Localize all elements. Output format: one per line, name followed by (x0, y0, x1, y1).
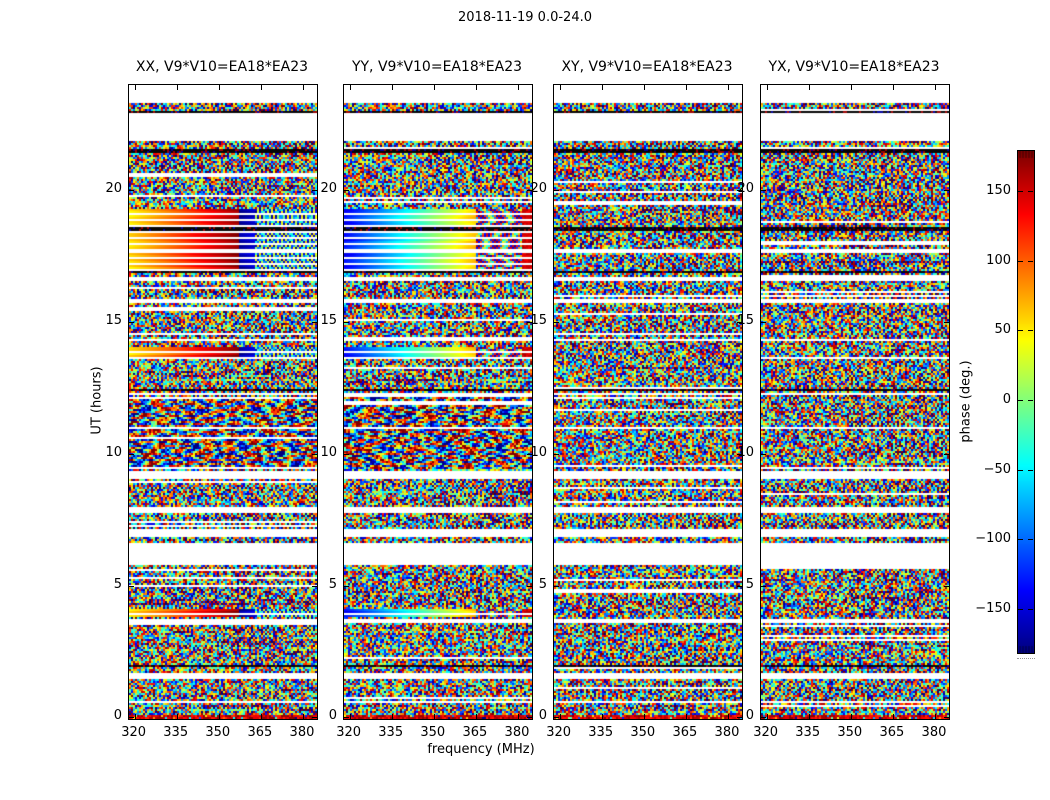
x-tick-mark (644, 85, 645, 90)
y-tick-mark (944, 717, 949, 718)
y-tick-label: 15 (105, 312, 122, 328)
x-tick-mark (434, 714, 435, 719)
subplot-YY (320, 59, 531, 740)
x-tick-mark (767, 714, 768, 719)
x-tick-mark (303, 85, 304, 90)
x-tick-mark (767, 85, 768, 90)
colorbar-gradient (1018, 151, 1034, 653)
x-tick-mark (935, 85, 936, 90)
y-tick-label: 0 (745, 708, 754, 723)
y-tick-label: 0 (538, 708, 547, 723)
axes-frame-YX (760, 84, 950, 720)
colorbar-tick-mark (1018, 539, 1023, 540)
x-tick-label: 365 (462, 725, 488, 740)
y-tick-mark (944, 322, 949, 323)
y-tick-label: 15 (530, 312, 547, 328)
y-tick-mark (129, 190, 134, 191)
colorbar-dotted-line (1017, 658, 1035, 659)
heatmap-canvas-XX (129, 85, 317, 719)
x-tick-label: 320 (336, 725, 362, 740)
x-tick-mark (219, 85, 220, 90)
colorbar-tick-mark (1018, 330, 1023, 331)
x-tick-mark (350, 714, 351, 719)
x-tick-label: 365 (879, 725, 905, 740)
y-tick-mark (944, 190, 949, 191)
colorbar-tick-label: 150 (986, 182, 1011, 198)
x-tick-mark (560, 85, 561, 90)
x-tick-mark (893, 714, 894, 719)
axes-frame-YY (343, 84, 533, 720)
y-tick-label: 20 (737, 180, 754, 196)
colorbar-tick-mark (1028, 191, 1033, 192)
colorbar-tick-mark (1028, 470, 1033, 471)
axes-frame-XX (128, 84, 318, 720)
subplot-title-XY: XY, V9*V10=EA18*EA23 (561, 59, 733, 75)
y-tick-label: 10 (105, 444, 122, 460)
x-tick-mark (602, 714, 603, 719)
axes-frame-XY (553, 84, 743, 720)
x-tick-mark (686, 85, 687, 90)
subplot-title-XX: XX, V9*V10=EA18*EA23 (135, 59, 309, 75)
x-tick-mark (261, 85, 262, 90)
colorbar-tick-label: −100 (975, 531, 1011, 547)
y-tick-label: 0 (113, 708, 122, 723)
x-tick-mark (809, 714, 810, 719)
x-tick-label: 320 (753, 725, 779, 740)
x-tick-mark (135, 714, 136, 719)
x-tick-mark (392, 714, 393, 719)
colorbar-tick-mark (1028, 609, 1033, 610)
colorbar-tick-mark (1028, 261, 1033, 262)
x-tick-mark (602, 85, 603, 90)
y-tick-mark (554, 717, 559, 718)
y-tick-mark (344, 717, 349, 718)
subplot-XX (105, 59, 316, 740)
x-tick-mark (177, 85, 178, 90)
x-tick-label: 320 (121, 725, 147, 740)
y-tick-label: 5 (328, 576, 337, 592)
y-tick-mark (129, 586, 134, 587)
figure-title: 2018-11-19 0.0-24.0 (458, 10, 592, 25)
y-tick-label: 15 (737, 312, 754, 328)
y-tick-mark (554, 586, 559, 587)
y-tick-mark (344, 322, 349, 323)
x-tick-label: 350 (420, 725, 446, 740)
y-tick-label: 10 (530, 444, 547, 460)
x-tick-mark (644, 714, 645, 719)
x-tick-mark (261, 714, 262, 719)
x-tick-label: 350 (205, 725, 231, 740)
x-tick-label: 380 (921, 725, 947, 740)
x-axis-label: frequency (MHz) (427, 742, 535, 757)
colorbar-tick-mark (1028, 539, 1033, 540)
x-tick-mark (350, 85, 351, 90)
heatmap-canvas-XY (554, 85, 742, 719)
x-tick-mark (476, 714, 477, 719)
y-tick-label: 15 (320, 312, 337, 328)
y-tick-mark (129, 322, 134, 323)
colorbar (1017, 150, 1035, 654)
x-tick-label: 365 (247, 725, 273, 740)
x-tick-mark (560, 714, 561, 719)
y-tick-label: 10 (320, 444, 337, 460)
y-tick-mark (761, 454, 766, 455)
colorbar-label: phase (deg.) (958, 360, 974, 443)
x-tick-mark (935, 714, 936, 719)
subplot-title-YX: YX, V9*V10=EA18*EA23 (768, 59, 940, 75)
x-tick-label: 380 (504, 725, 530, 740)
y-tick-mark (129, 454, 134, 455)
x-tick-label: 335 (588, 725, 614, 740)
x-tick-label: 380 (289, 725, 315, 740)
heatmap-canvas-YY (344, 85, 532, 719)
y-axis-label: UT (hours) (89, 366, 105, 435)
colorbar-tick-mark (1018, 609, 1023, 610)
x-tick-mark (476, 85, 477, 90)
y-tick-label: 20 (105, 180, 122, 196)
colorbar-tick-label: −50 (983, 461, 1011, 477)
subplot-title-YY: YY, V9*V10=EA18*EA23 (351, 59, 523, 75)
y-tick-mark (344, 190, 349, 191)
x-tick-label: 335 (163, 725, 189, 740)
x-tick-label: 320 (546, 725, 572, 740)
colorbar-tick-label: −150 (975, 601, 1011, 617)
colorbar-tick-mark (1018, 400, 1023, 401)
y-tick-mark (344, 454, 349, 455)
x-tick-label: 350 (837, 725, 863, 740)
x-tick-mark (728, 85, 729, 90)
x-tick-mark (851, 85, 852, 90)
colorbar-tick-mark (1018, 470, 1023, 471)
x-tick-mark (135, 85, 136, 90)
y-tick-label: 20 (320, 180, 337, 196)
heatmap-canvas-YX (761, 85, 949, 719)
x-tick-mark (686, 714, 687, 719)
y-tick-mark (344, 586, 349, 587)
colorbar-tick-mark (1018, 191, 1023, 192)
colorbar-tick-label: 100 (986, 252, 1011, 268)
y-tick-label: 10 (737, 444, 754, 460)
colorbar-tick-mark (1028, 330, 1033, 331)
x-tick-mark (392, 85, 393, 90)
subplot-YX (737, 59, 948, 740)
colorbar-tick-label: 50 (994, 322, 1011, 338)
y-tick-mark (554, 454, 559, 455)
y-tick-mark (554, 322, 559, 323)
colorbar-tick-label: 0 (1002, 392, 1011, 407)
y-tick-mark (761, 322, 766, 323)
y-tick-mark (944, 454, 949, 455)
x-tick-label: 365 (672, 725, 698, 740)
y-tick-label: 5 (538, 576, 547, 592)
y-tick-mark (761, 717, 766, 718)
y-tick-label: 20 (530, 180, 547, 196)
x-tick-mark (434, 85, 435, 90)
y-tick-label: 0 (328, 708, 337, 723)
x-tick-mark (851, 714, 852, 719)
x-tick-mark (219, 714, 220, 719)
colorbar-tick-mark (1018, 261, 1023, 262)
subplot-XY (530, 59, 741, 740)
x-tick-label: 335 (795, 725, 821, 740)
colorbar-tick-mark (1028, 400, 1033, 401)
x-tick-label: 380 (714, 725, 740, 740)
x-tick-mark (518, 85, 519, 90)
x-tick-label: 350 (630, 725, 656, 740)
x-tick-mark (177, 714, 178, 719)
x-tick-label: 335 (378, 725, 404, 740)
y-tick-mark (944, 586, 949, 587)
x-tick-mark (893, 85, 894, 90)
y-tick-mark (129, 717, 134, 718)
y-tick-mark (761, 586, 766, 587)
x-tick-mark (809, 85, 810, 90)
y-tick-mark (761, 190, 766, 191)
y-tick-label: 5 (113, 576, 122, 592)
y-tick-label: 5 (745, 576, 754, 592)
y-tick-mark (554, 190, 559, 191)
